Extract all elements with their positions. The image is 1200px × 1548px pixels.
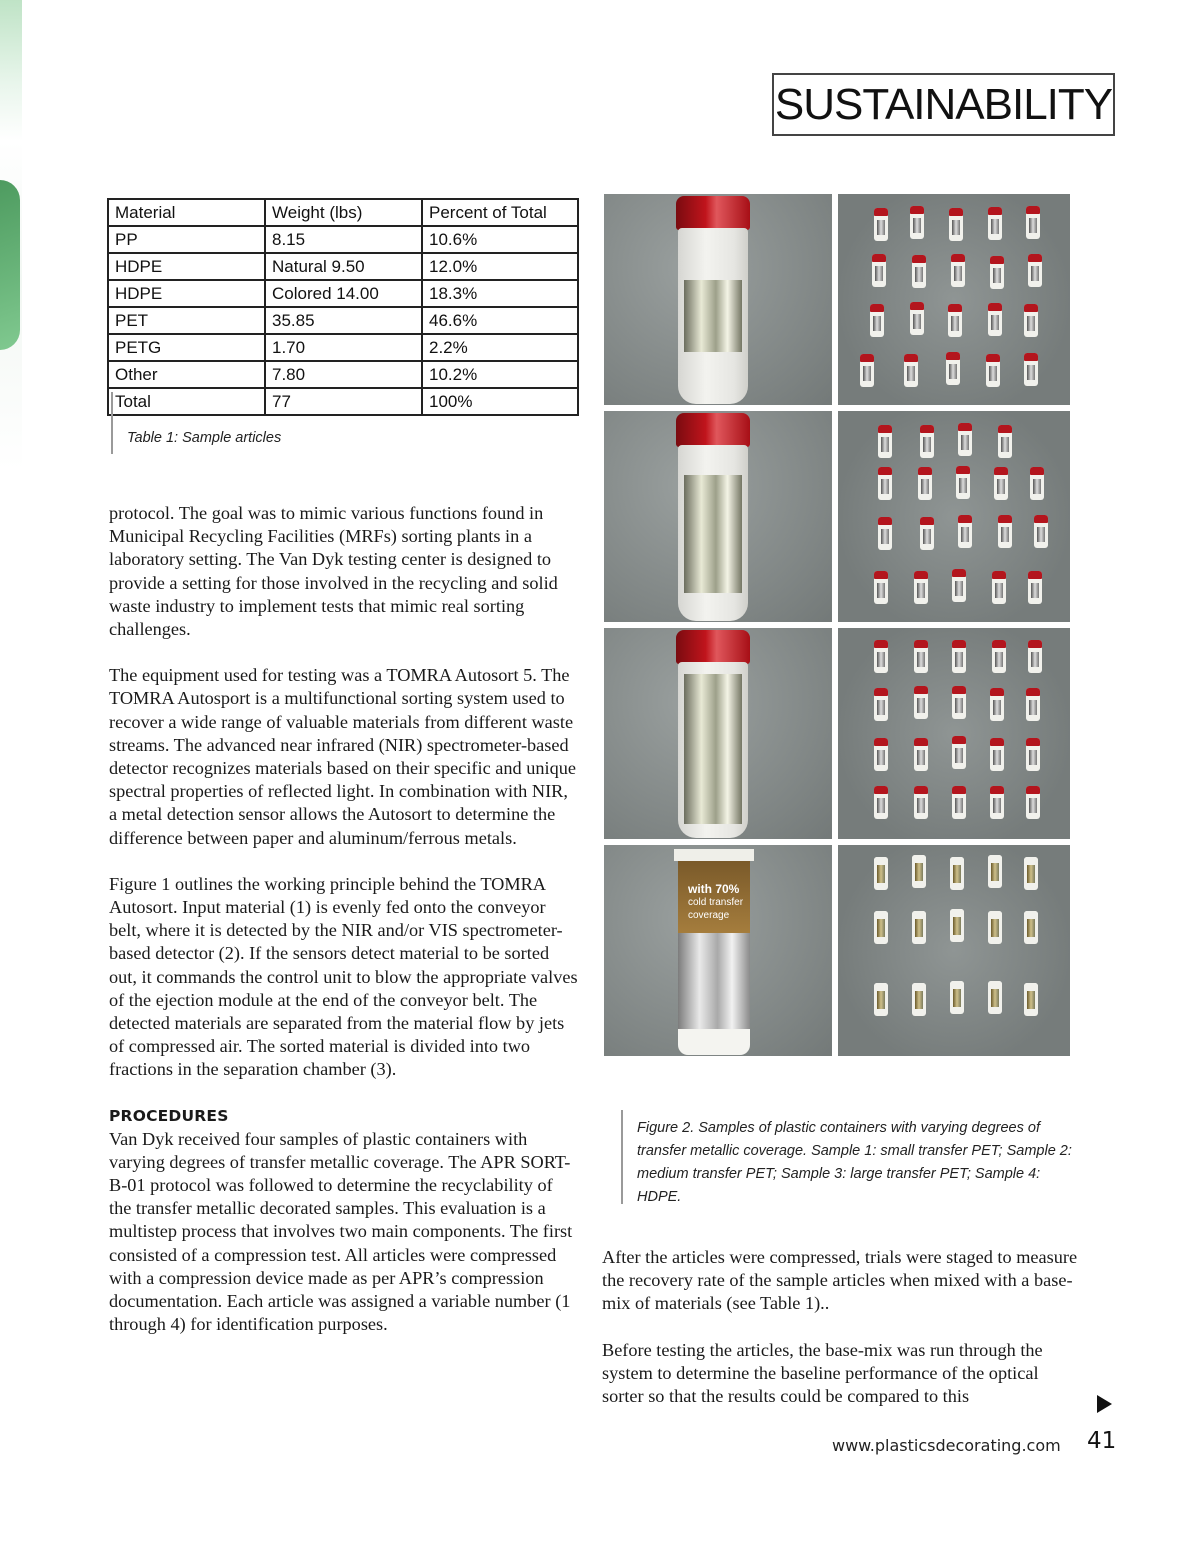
- right-text-column: [602, 1246, 1078, 1431]
- tube-label-line: with 70%: [688, 882, 740, 896]
- table-cell: HDPE: [108, 253, 265, 280]
- figure-2-photos: [604, 194, 1070, 1110]
- table-cell: 2.2%: [422, 334, 578, 361]
- table-cell: 12.0%: [422, 253, 578, 280]
- sample-1-compressed-photo: [838, 194, 1070, 405]
- sample-3-bottle-photo: [604, 628, 832, 839]
- paragraph: protocol. The goal was to mimic various functions found in Municipal Recycling Facilities (MRFs) sorting plants in a laboratory setting. The Van Dyk testing center is designed to provide a setting for those involved in the recycling and solid waste industry to implement tests that mimic real sorting challenges.: [109, 503, 558, 640]
- table-cell: PET: [108, 307, 265, 334]
- table-row: [108, 334, 578, 361]
- sample-articles-table: [107, 198, 579, 416]
- table-cell: Total: [108, 388, 265, 415]
- table-cell: 10.2%: [422, 361, 578, 388]
- table-cell: PP: [108, 226, 265, 253]
- figure-caption: Figure 2. Samples of plastic containers with varying degrees of transfer metallic coverage. Sample 1: small transfer PET; Sample 2: medium transfer PET; Sample 3: large transfer PET; Sample 4: HDPE.: [637, 1120, 1072, 1205]
- page-number: 41: [1087, 1428, 1117, 1454]
- caption-rule: [621, 1110, 623, 1204]
- table-cell: 46.6%: [422, 307, 578, 334]
- paragraph: Van Dyk received four samples of plastic containers with varying degrees of transfer metallic coverage. The APR SORT-B-01 protocol was followed to determine the recyclability of the transfer metallic decorated samples. This evaluation is a multistep process that involves two main components. The first consisted of a compression test. All articles were compressed with a compression device made as per APR’s compression documentation. Each article was assigned a variable number (1 through 4) for identification purposes.: [109, 1128, 573, 1335]
- paragraph: Before testing the articles, the base-mix was run through the system to determine the baseline performance of the optical sorter so that the results could be compared to this: [602, 1339, 1043, 1407]
- procedures-heading: PROCEDURES: [109, 1106, 229, 1125]
- section-title: SUSTAINABILITY: [772, 73, 1115, 136]
- table-cell: 77: [265, 388, 422, 415]
- paragraph: After the articles were compressed, trials were staged to measure the recovery rate of the sample articles when mixed with a base-mix of materials (see Table 1)..: [602, 1247, 1078, 1314]
- table-row: [108, 307, 578, 334]
- table-row: [108, 253, 578, 280]
- table-cell: HDPE: [108, 280, 265, 307]
- continue-arrow-icon: [1097, 1395, 1112, 1413]
- left-text-column: [109, 502, 579, 1360]
- table-cell: 7.80: [265, 361, 422, 388]
- table-cell: Colored 14.00: [265, 280, 422, 307]
- table-header-row: [108, 199, 578, 226]
- table-cell: 1.70: [265, 334, 422, 361]
- table-cell: 100%: [422, 388, 578, 415]
- table-row: [108, 226, 578, 253]
- table-cell: 10.6%: [422, 226, 578, 253]
- paragraph: The equipment used for testing was a TOMRA Autosort 5. The TOMRA Autosport is a multifunctional sorting system used to recover a wide range of valuable materials from different waste streams. The advanced near infrared (NIR) spectrometer-based detector recognizes materials based on their specific and unique spectral properties of reflected light. In combination with NIR, a metal detection sensor allows the Autosort to determine the difference between paper and aluminum/ferrous metals.: [109, 665, 576, 848]
- table-row: [108, 388, 578, 415]
- table-row: [108, 280, 578, 307]
- tube-label: [678, 861, 750, 933]
- sample-2-compressed-photo: [838, 411, 1070, 622]
- paragraph: Figure 1 outlines the working principle behind the TOMRA Autosort. Input material (1) is evenly fed onto the conveyor belt, where it is detected by the NIR and/or VIS spectrometer-based detector (2). If the sensors detect material to be sorted out, it commands the control unit to blow the appropriate valves of the ejection module at the end of the conveyor belt. The detected materials are separated from the material flow by jets of compressed air. The sorted material is divided into two fractions in the separation chamber (3).: [109, 873, 578, 1080]
- table-cell: 18.3%: [422, 280, 578, 307]
- tube-label-line: cold transfer: [688, 897, 744, 908]
- caption-rule: [111, 392, 113, 454]
- table-cell: 35.85: [265, 307, 422, 334]
- sample-1-bottle-photo: [604, 194, 832, 405]
- footer-url: www.plasticsdecorating.com: [832, 1436, 1061, 1455]
- sample-2-bottle-photo: [604, 411, 832, 622]
- table-caption: Table 1: Sample articles: [127, 430, 282, 446]
- column-header: Weight (lbs): [265, 199, 422, 226]
- table-cell: Natural 9.50: [265, 253, 422, 280]
- column-header: Material: [108, 199, 265, 226]
- column-header: Percent of Total: [422, 199, 578, 226]
- table-cell: PETG: [108, 334, 265, 361]
- table-row: [108, 361, 578, 388]
- leaf-decoration: [0, 180, 20, 350]
- tube-label-line: coverage: [688, 910, 730, 921]
- table-cell: 8.15: [265, 226, 422, 253]
- table-cell: Other: [108, 361, 265, 388]
- sample-4-compressed-photo: [838, 845, 1070, 1056]
- sample-3-compressed-photo: [838, 628, 1070, 839]
- sample-4-tube-photo: [604, 845, 832, 1056]
